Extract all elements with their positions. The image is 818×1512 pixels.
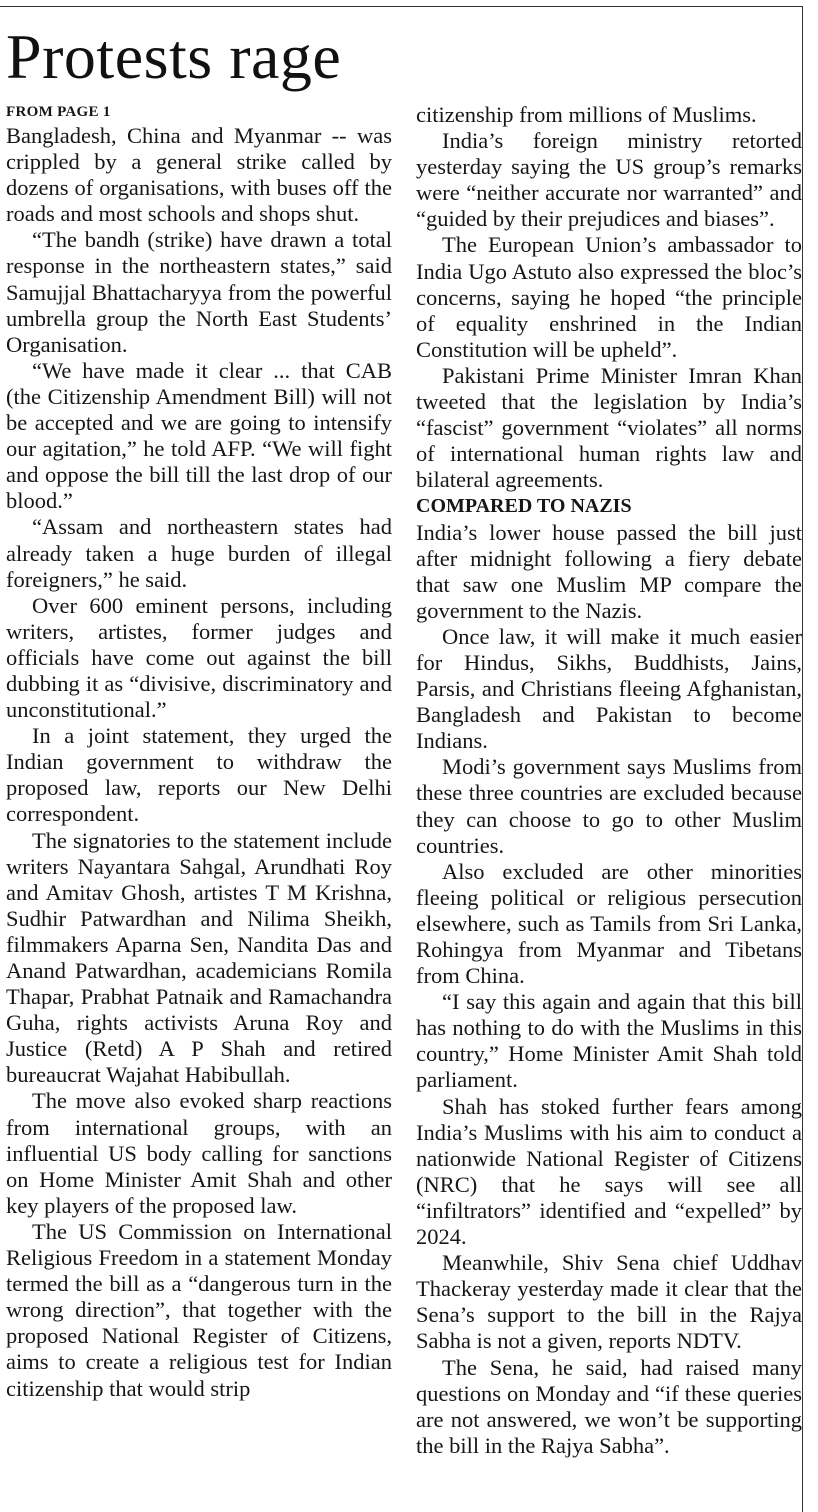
paragraph: Pakistani Prime Minister Imran Khan tweeted that the legislation by India’s “fascist” government “violates” all norms of international human rights law and bilateral agreements. [416,362,802,493]
paragraph: “Assam and northeastern states had already taken a huge burden of illegal foreigners,” he said. [6,514,392,592]
paragraph: “We have made it clear ... that CAB (the Citizenship Amendment Bill) will not be accepted and we are going to intensify our agitation,” he told AFP. “We will fight and oppose the bill till the last drop of our blood.” [6,357,392,514]
paragraph: The move also evoked sharp reactions from international groups, with an influential US body calling for sanctions on Home Minister Amit Shah and other key players of the proposed law. [6,1088,392,1218]
paragraph: citizenship from millions of Muslims. [416,102,757,127]
kicker: FROM PAGE 1 [6,104,111,120]
paragraph: The signatories to the statement include writers Nayantara Sahgal, Arundhati Roy and Amitav Ghosh, artistes T M Krishna, Sudhir Patwardhan and Nilima Sheikh, filmmakers Aparna Sen, Nandita Das and Anand Patwardhan, academicians Romila Thapar, Prabhat Patnaik and Ramachandra Guha, rights activists Aruna Roy and Justice (Retd) A P Shah and retired bureaucrat Wajahat Habibullah. [6,827,392,1088]
paragraph: Meanwhile, Shiv Sena chief Uddhav Thackeray yesterday made it clear that the Sena’s support to the bill in the Rajya Sabha is not a given, reports NDTV. [416,1250,802,1354]
right-column [416,102,802,1459]
paragraph: Shah has stoked further fears among India’s Muslims with his aim to conduct a nationwide National Register of Citizens (NRC) that he says will see all “infiltrators” identified and “expelled” by 2024. [416,1093,802,1250]
left-column [6,102,392,1402]
paragraph: Also excluded are other minorities fleeing political or religious persecution elsewhere, such as Tamils from Sri Lanka, Rohingya from Myanmar and Tibetans from China. [416,858,802,989]
paragraph: In a joint statement, they urged the Indian government to withdraw the proposed law, reports our New Delhi correspondent. [6,723,392,827]
paragraph: “I say this again and again that this bill has nothing to do with the Muslims in this country,” Home Minister Amit Shah told parliament. [416,989,802,1093]
top-rule [0,6,803,7]
paragraph: “The bandh (strike) have drawn a total response in the northeastern states,” said Samujjal Bhattacharyya from the powerful umbrella group the North East Students’ Organisation. [6,227,392,357]
paragraph: Bangladesh, China and Myanmar -- was crippled by a general strike called by dozens of organisations, with buses off the roads and most schools and shops shut. [6,123,392,227]
paragraph: The Sena, he said, had raised many questions on Monday and “if these queries are not answered, we won’t be supporting the bill in the Rajya Sabha”. [416,1354,802,1458]
right-rule [802,6,803,1512]
subhead: COMPARED TO NAZIS [416,495,632,518]
paragraph: India’s foreign ministry retorted yesterday saying the US group’s remarks were “neither accurate nor warranted” and “guided by their prejudices and biases”. [416,128,802,232]
paragraph: The European Union’s ambassador to India Ugo Astuto also expressed the bloc’s concerns, saying he hoped “the principle of equality enshrined in the Indian Constitution will be upheld”. [416,232,802,362]
paragraph: India’s lower house passed the bill just after midnight following a fiery debate that saw one Muslim MP compare the government to the Nazis. [416,519,802,623]
paragraph: Modi’s government says Muslims from these three countries are excluded because they can choose to go to other Muslim countries. [416,754,802,858]
headline: Protests rage [6,21,342,92]
paragraph: Once law, it will make it much easier for Hindus, Sikhs, Buddhists, Jains, Parsis, and Christians fleeing Afghanistan, Bangladesh and Pakistan to become Indians. [416,623,802,754]
paragraph: Over 600 eminent persons, including writers, artistes, former judges and officials have come out against the bill dubbing it as “divisive, discriminatory and unconstitutional.” [6,592,392,723]
paragraph: The US Commission on International Religious Freedom in a statement Monday termed the bill as a “dangerous turn in the wrong direction”, that together with the proposed National Register of Citizens, aims to create a religious test for Indian citizenship that would strip [6,1218,392,1401]
